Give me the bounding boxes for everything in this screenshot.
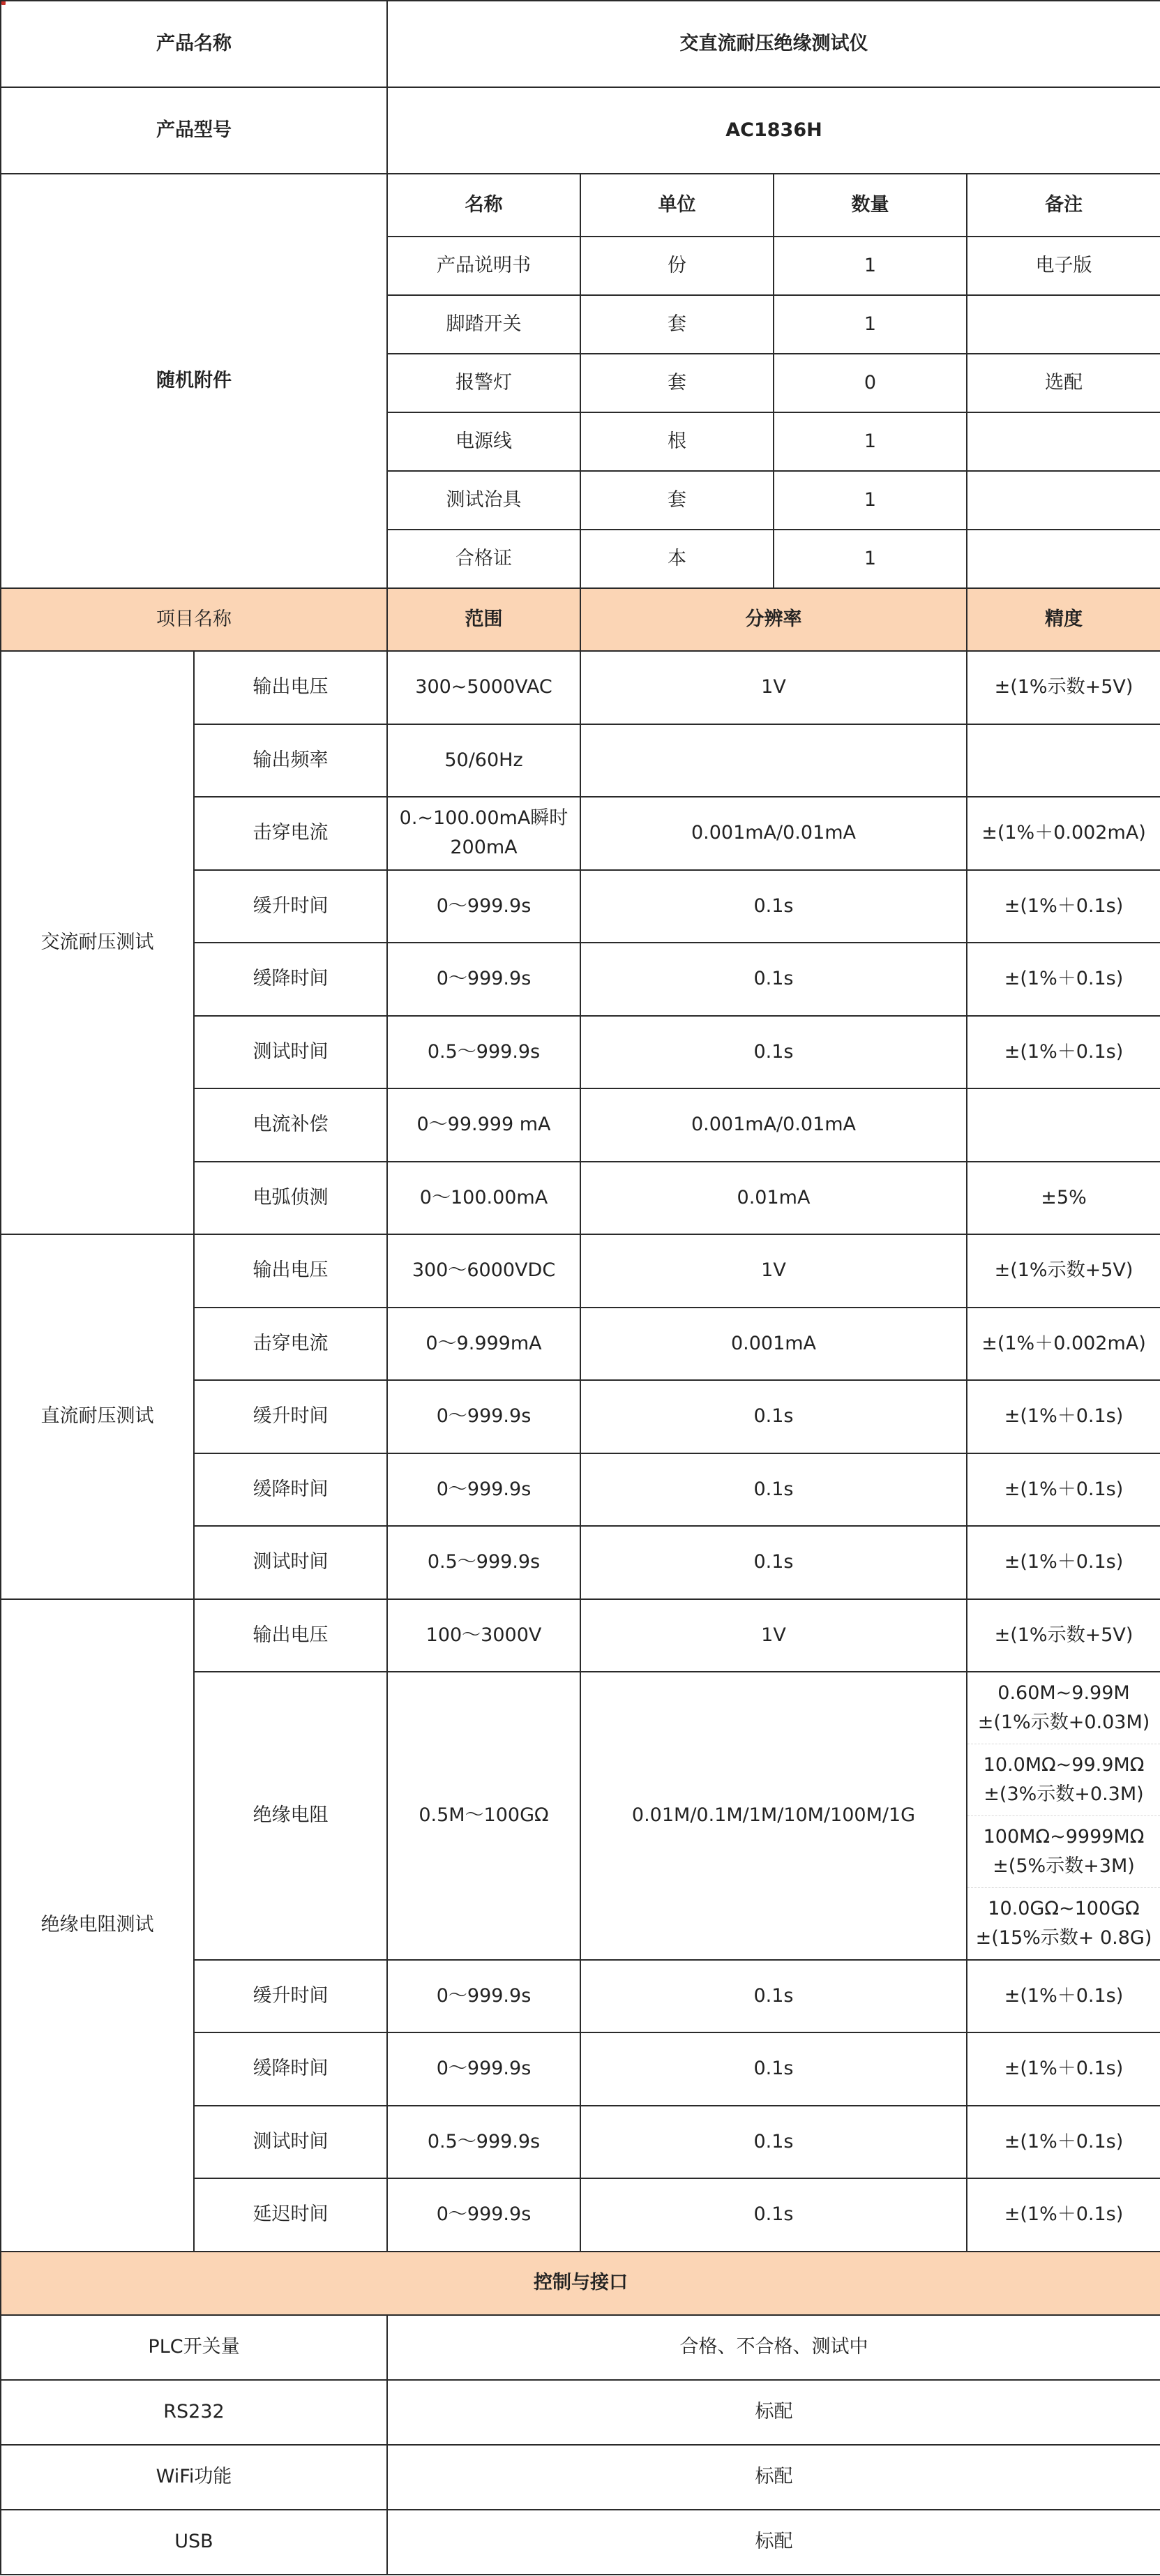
param-name: 测试时间 bbox=[194, 2106, 387, 2179]
param-name: 绝缘电阻 bbox=[194, 1672, 387, 1960]
accuracy-block bbox=[967, 1888, 1160, 1959]
accessory-name: 合格证 bbox=[387, 530, 580, 588]
accessory-note bbox=[967, 412, 1160, 471]
param-name: 缓升时间 bbox=[194, 1960, 387, 2033]
param-accuracy: ±(1%＋0.1s) bbox=[967, 2178, 1160, 2252]
param-resolution: 1V bbox=[580, 1599, 967, 1672]
accuracy-stack bbox=[967, 1672, 1160, 1959]
param-range: 0～100.00mA bbox=[387, 1162, 580, 1235]
accuracy-block-line1: 10.0MΩ~99.9MΩ bbox=[983, 1753, 1145, 1776]
dc-test-label: 直流耐压测试 bbox=[1, 1234, 194, 1599]
param-resolution: 0.1s bbox=[580, 2032, 967, 2106]
param-name: 缓降时间 bbox=[194, 2032, 387, 2106]
param-resolution: 0.001mA/0.01mA bbox=[580, 1088, 967, 1162]
param-range: 100～3000V bbox=[387, 1599, 580, 1672]
param-accuracy: ±(1%示数+5V) bbox=[967, 1234, 1160, 1308]
param-resolution bbox=[580, 724, 967, 797]
param-accuracy bbox=[967, 1088, 1160, 1162]
param-accuracy: ±(1%＋0.1s) bbox=[967, 1453, 1160, 1527]
accuracy-block-line2: ±(1%示数+0.03M) bbox=[977, 1711, 1150, 1733]
interface-name: USB bbox=[1, 2510, 387, 2575]
param-accuracy bbox=[967, 724, 1160, 797]
param-range: 0～999.9s bbox=[387, 1380, 580, 1453]
interface-row bbox=[1, 2510, 1160, 2575]
param-resolution: 0.01mA bbox=[580, 1162, 967, 1235]
ir-test-label: 绝缘电阻测试 bbox=[1, 1599, 194, 2252]
param-accuracy: ±(1%＋0.1s) bbox=[967, 2032, 1160, 2106]
param-name: 输出电压 bbox=[194, 1599, 387, 1672]
accessory-note: 选配 bbox=[967, 354, 1160, 412]
param-range: 0～999.9s bbox=[387, 2032, 580, 2106]
param-accuracy: ±(1%＋0.1s) bbox=[967, 870, 1160, 943]
interface-value: 合格、不合格、测试中 bbox=[387, 2315, 1160, 2380]
param-name: 击穿电流 bbox=[194, 797, 387, 870]
interface-value: 标配 bbox=[387, 2510, 1160, 2575]
accessory-unit: 套 bbox=[580, 471, 774, 530]
product-model-label: 产品型号 bbox=[1, 87, 387, 174]
param-name: 电流补偿 bbox=[194, 1088, 387, 1162]
accessory-unit: 份 bbox=[580, 237, 774, 295]
interface-value: 标配 bbox=[387, 2445, 1160, 2510]
accessory-note bbox=[967, 471, 1160, 530]
interface-name: WiFi功能 bbox=[1, 2445, 387, 2510]
accessory-qty: 1 bbox=[774, 530, 967, 588]
param-range: 300～6000VDC bbox=[387, 1234, 580, 1308]
accessories-header-note: 备注 bbox=[967, 174, 1160, 237]
accuracy-block-line1: 0.60M~9.99M bbox=[997, 1682, 1130, 1704]
param-name: 测试时间 bbox=[194, 1016, 387, 1089]
param-resolution: 0.01M/0.1M/1M/10M/100M/1G bbox=[580, 1672, 967, 1960]
interface-name: RS232 bbox=[1, 2380, 387, 2445]
param-accuracy: ±(1%＋0.1s) bbox=[967, 943, 1160, 1016]
product-model-row bbox=[1, 87, 1160, 174]
accessory-unit: 本 bbox=[580, 530, 774, 588]
param-name: 电弧侦测 bbox=[194, 1162, 387, 1235]
param-name: 延迟时间 bbox=[194, 2178, 387, 2252]
param-name: 输出电压 bbox=[194, 1234, 387, 1308]
accuracy-block-line1: 10.0GΩ~100GΩ bbox=[988, 1897, 1140, 1919]
spec-header-item: 项目名称 bbox=[1, 588, 387, 651]
param-accuracy: ±5% bbox=[967, 1162, 1160, 1235]
accessory-qty: 1 bbox=[774, 412, 967, 471]
dc-test-row bbox=[1, 1234, 1160, 1308]
param-range: 0.5～999.9s bbox=[387, 1016, 580, 1089]
accuracy-block-line2: ±(3%示数+0.3M) bbox=[984, 1783, 1144, 1805]
ac-test-label: 交流耐压测试 bbox=[1, 651, 194, 1234]
param-accuracy: ±(1%＋0.002mA) bbox=[967, 797, 1160, 870]
param-range: 50/60Hz bbox=[387, 724, 580, 797]
product-name-label: 产品名称 bbox=[1, 1, 387, 87]
param-resolution: 0.1s bbox=[580, 1016, 967, 1089]
param-resolution: 0.1s bbox=[580, 1960, 967, 2033]
param-resolution: 1V bbox=[580, 1234, 967, 1308]
accessory-note bbox=[967, 295, 1160, 354]
accuracy-block-line2: ±(5%示数+3M) bbox=[993, 1855, 1135, 1877]
ac-test-row bbox=[1, 651, 1160, 724]
product-name-value: 交直流耐压绝缘测试仪 bbox=[387, 1, 1160, 87]
param-resolution: 1V bbox=[580, 651, 967, 724]
param-range: 0.5～999.9s bbox=[387, 1526, 580, 1599]
param-range: 0～999.9s bbox=[387, 870, 580, 943]
param-resolution: 0.1s bbox=[580, 943, 967, 1016]
interface-title: 控制与接口 bbox=[1, 2252, 1160, 2315]
accessory-name: 脚踏开关 bbox=[387, 295, 580, 354]
param-range: 300~5000VAC bbox=[387, 651, 580, 724]
param-name: 输出电压 bbox=[194, 651, 387, 724]
spec-header-resolution: 分辨率 bbox=[580, 588, 967, 651]
accessories-header-unit: 单位 bbox=[580, 174, 774, 237]
param-name: 缓升时间 bbox=[194, 870, 387, 943]
accessory-qty: 0 bbox=[774, 354, 967, 412]
ir-resistance-accuracy bbox=[967, 1672, 1160, 1960]
param-accuracy: ±(1%＋0.002mA) bbox=[967, 1308, 1160, 1381]
param-name: 缓升时间 bbox=[194, 1380, 387, 1453]
accessory-unit: 套 bbox=[580, 295, 774, 354]
param-range: 0.~100.00mA瞬时200mA bbox=[387, 797, 580, 870]
spec-header-accuracy: 精度 bbox=[967, 588, 1160, 651]
accessory-unit: 根 bbox=[580, 412, 774, 471]
param-resolution: 0.001mA bbox=[580, 1308, 967, 1381]
param-resolution: 0.1s bbox=[580, 1453, 967, 1527]
accessory-qty: 1 bbox=[774, 237, 967, 295]
param-resolution: 0.1s bbox=[580, 2106, 967, 2179]
param-name: 缓降时间 bbox=[194, 1453, 387, 1527]
product-name-row bbox=[1, 1, 1160, 87]
product-model-value: AC1836H bbox=[387, 87, 1160, 174]
interface-value: 标配 bbox=[387, 2380, 1160, 2445]
param-resolution: 0.1s bbox=[580, 1380, 967, 1453]
accuracy-block bbox=[967, 1744, 1160, 1816]
accessories-label: 随机附件 bbox=[1, 174, 387, 588]
param-accuracy: ±(1%＋0.1s) bbox=[967, 1960, 1160, 2033]
param-accuracy: ±(1%示数+5V) bbox=[967, 651, 1160, 724]
interface-row bbox=[1, 2445, 1160, 2510]
spec-header-row bbox=[1, 588, 1160, 651]
ir-test-row bbox=[1, 1599, 1160, 1672]
param-range: 0～999.9s bbox=[387, 1960, 580, 2033]
param-accuracy: ±(1%＋0.1s) bbox=[967, 1526, 1160, 1599]
accuracy-block bbox=[967, 1816, 1160, 1888]
accessory-name: 产品说明书 bbox=[387, 237, 580, 295]
accessory-note bbox=[967, 530, 1160, 588]
accessory-name: 测试治具 bbox=[387, 471, 580, 530]
accessory-note: 电子版 bbox=[967, 237, 1160, 295]
param-range: 0～999.9s bbox=[387, 2178, 580, 2252]
accessory-name: 报警灯 bbox=[387, 354, 580, 412]
interface-row bbox=[1, 2380, 1160, 2445]
accessory-qty: 1 bbox=[774, 295, 967, 354]
param-range: 0～9.999mA bbox=[387, 1308, 580, 1381]
param-resolution: 0.1s bbox=[580, 870, 967, 943]
param-resolution: 0.001mA/0.01mA bbox=[580, 797, 967, 870]
param-range: 0.5～999.9s bbox=[387, 2106, 580, 2179]
param-resolution: 0.1s bbox=[580, 2178, 967, 2252]
accessory-qty: 1 bbox=[774, 471, 967, 530]
param-range: 0～99.999 mA bbox=[387, 1088, 580, 1162]
param-name: 击穿电流 bbox=[194, 1308, 387, 1381]
accuracy-block-line1: 100MΩ~9999MΩ bbox=[983, 1825, 1145, 1848]
param-range: 0～999.9s bbox=[387, 1453, 580, 1527]
param-range: 0～999.9s bbox=[387, 943, 580, 1016]
interface-title-row bbox=[1, 2252, 1160, 2315]
param-resolution: 0.1s bbox=[580, 1526, 967, 1599]
param-accuracy: ±(1%示数+5V) bbox=[967, 1599, 1160, 1672]
accessory-name: 电源线 bbox=[387, 412, 580, 471]
accuracy-block-line2: ±(15%示数+ 0.8G) bbox=[975, 1926, 1152, 1949]
param-name: 缓降时间 bbox=[194, 943, 387, 1016]
interface-name: PLC开关量 bbox=[1, 2315, 387, 2380]
param-accuracy: ±(1%＋0.1s) bbox=[967, 2106, 1160, 2179]
accuracy-block bbox=[967, 1672, 1160, 1744]
accessories-header-name: 名称 bbox=[387, 174, 580, 237]
spec-header-range: 范围 bbox=[387, 588, 580, 651]
accessories-header-row bbox=[1, 174, 1160, 237]
param-name: 输出频率 bbox=[194, 724, 387, 797]
param-accuracy: ±(1%＋0.1s) bbox=[967, 1380, 1160, 1453]
accessory-unit: 套 bbox=[580, 354, 774, 412]
accessories-header-qty: 数量 bbox=[774, 174, 967, 237]
param-name: 测试时间 bbox=[194, 1526, 387, 1599]
param-accuracy: ±(1%＋0.1s) bbox=[967, 1016, 1160, 1089]
param-range: 0.5M～100GΩ bbox=[387, 1672, 580, 1960]
interface-row bbox=[1, 2315, 1160, 2380]
